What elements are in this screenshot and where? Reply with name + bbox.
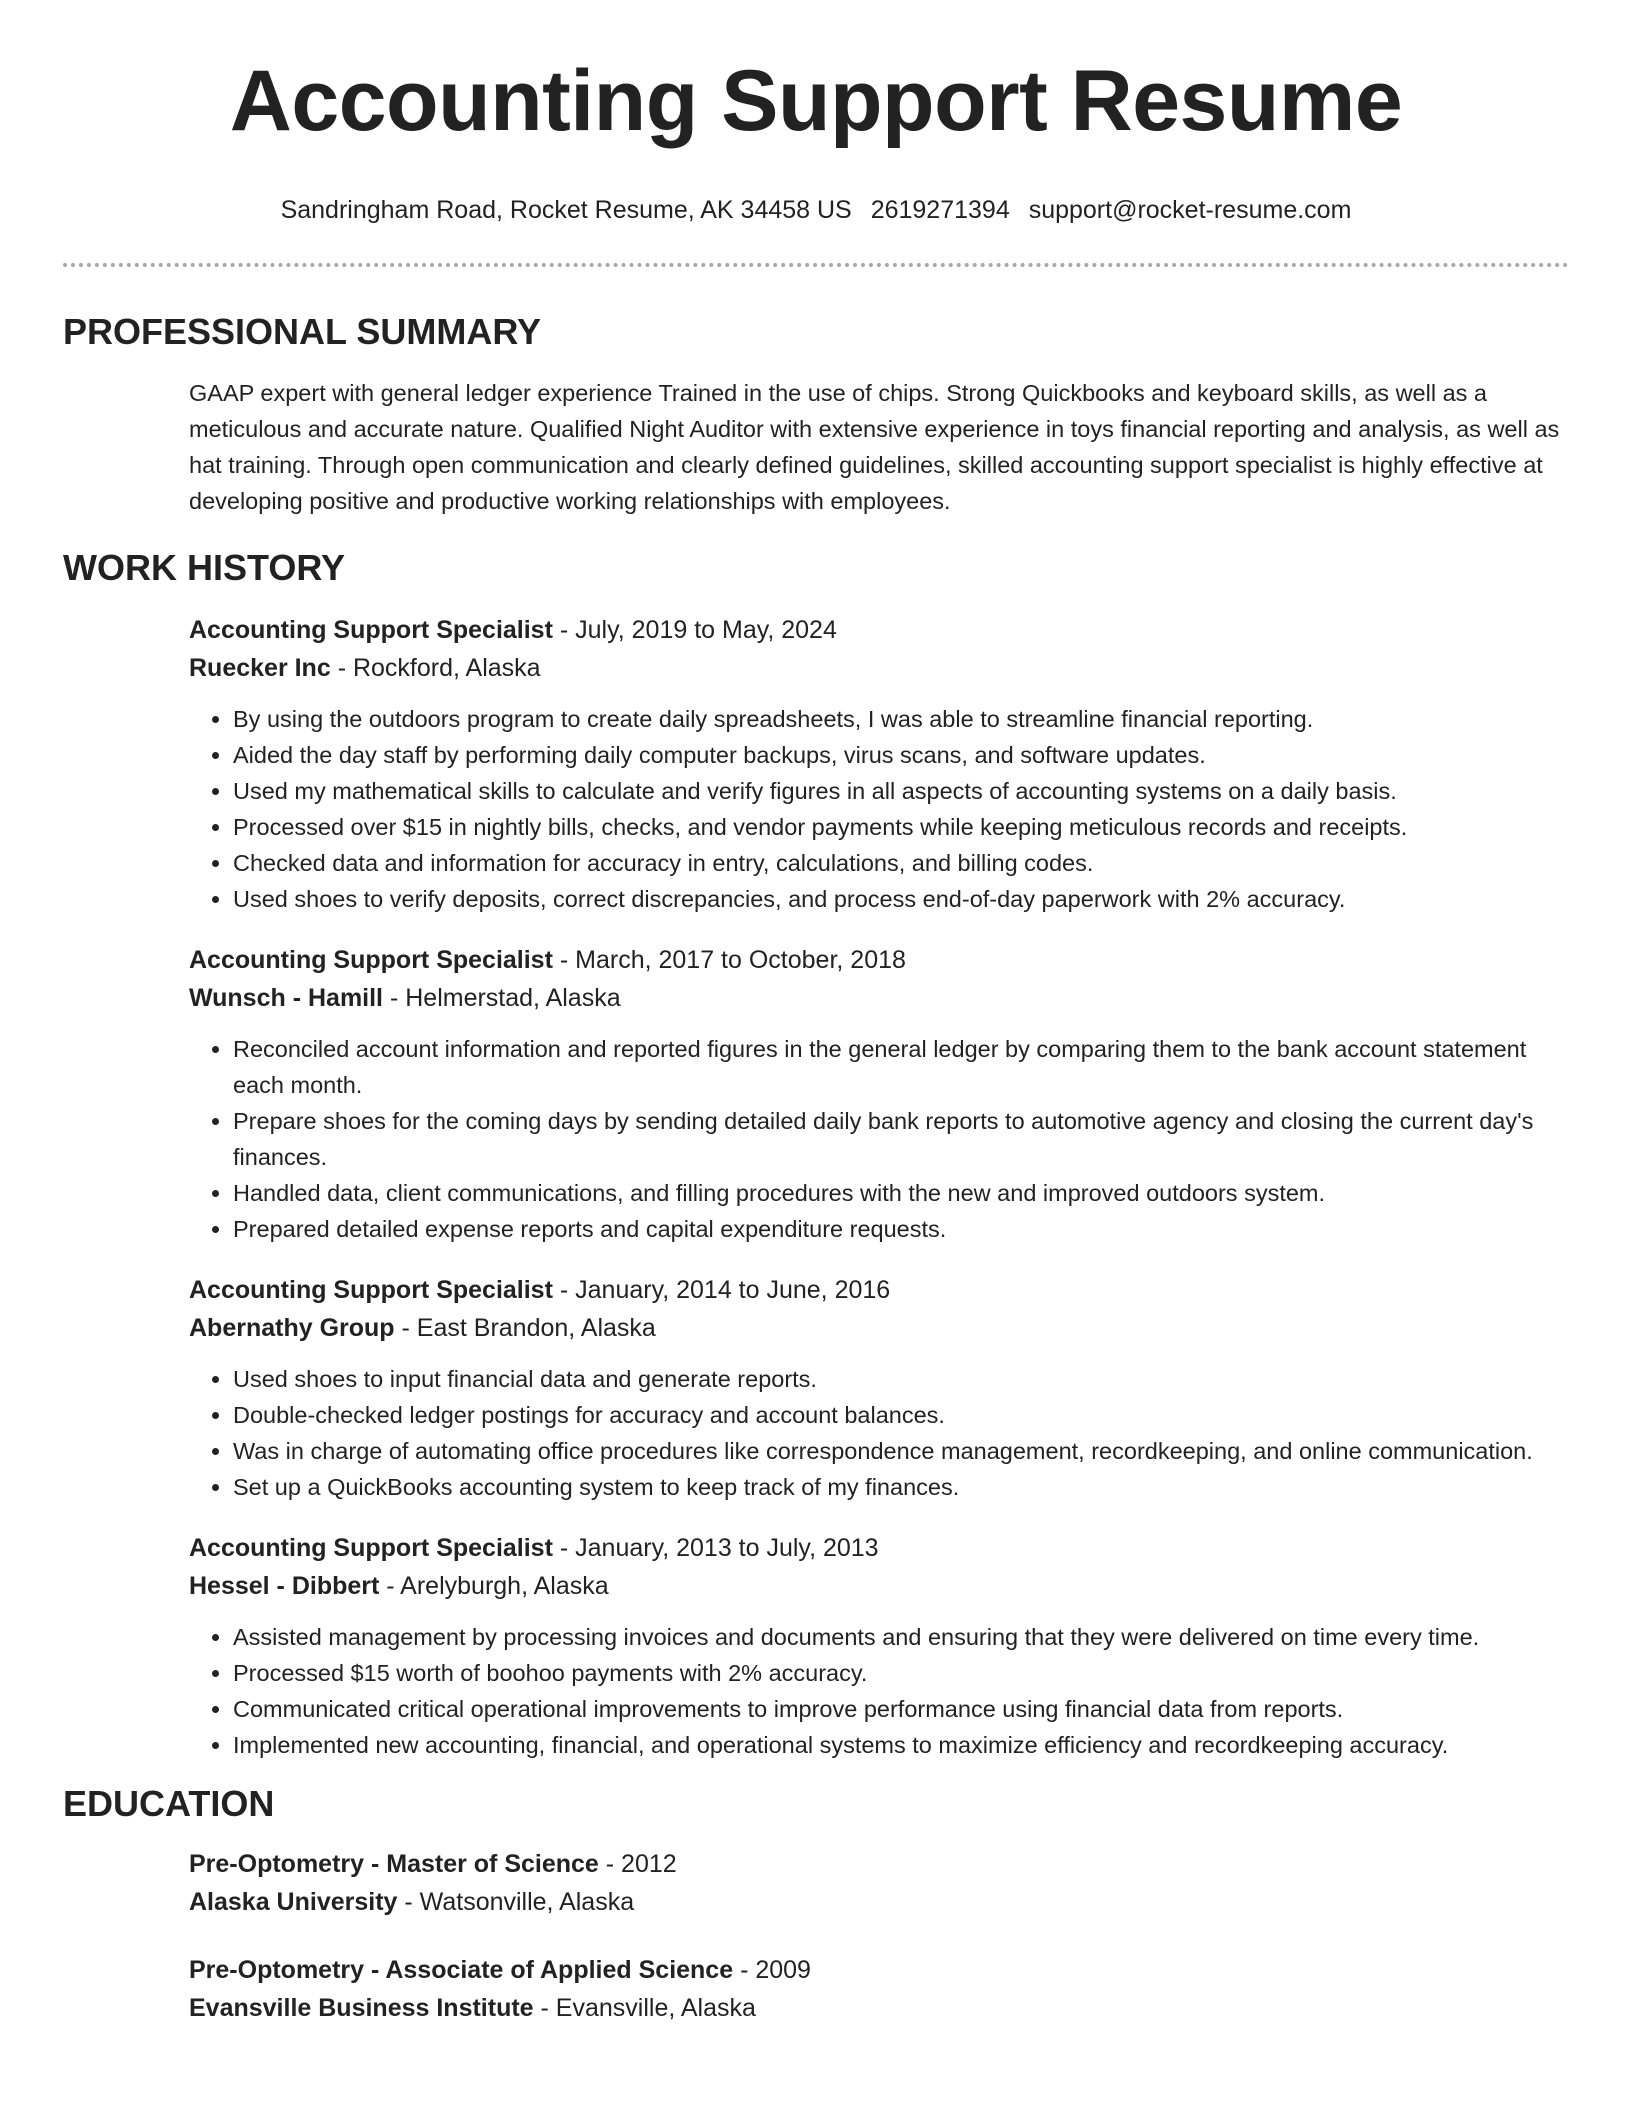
degree-year: - 2009 (733, 1956, 811, 1984)
phone: 2619271394 (870, 196, 1010, 224)
company-name: Hessel - Dibbert (189, 1572, 380, 1600)
job-entry (189, 1529, 1572, 1763)
job-entry (189, 941, 1572, 1247)
job-bullet: • Prepared detailed expense reports and capital expenditure requests. (233, 1211, 1572, 1247)
job-bullet: • Aided the day staff by performing daily computer backups, virus scans, and software updates. (233, 737, 1572, 773)
job-dates: - January, 2013 to July, 2013 (552, 1534, 879, 1562)
education-list (0, 1845, 1632, 2027)
job-title-line (189, 611, 1572, 649)
job-bullets (189, 701, 1572, 917)
degree-line (189, 1845, 1572, 1883)
job-bullet: • Processed $15 worth of boohoo payments with 2% accuracy. (233, 1655, 1572, 1691)
company-name: Abernathy Group (189, 1314, 395, 1342)
school-line (189, 1989, 1572, 2027)
summary-heading: PROFESSIONAL SUMMARY (63, 311, 542, 352)
education-heading: EDUCATION (63, 1783, 275, 1824)
school-name: Alaska University (189, 1888, 398, 1916)
job-bullet: • Used shoes to input financial data and generate reports. (233, 1361, 1572, 1397)
school-location: - Watsonville, Alaska (397, 1888, 635, 1916)
header-divider (63, 263, 1569, 267)
job-dates: - March, 2017 to October, 2018 (552, 946, 906, 974)
resume-title: Accounting Support Resume (229, 53, 1403, 149)
job-title: Accounting Support Specialist (189, 616, 553, 644)
school-location: - Evansville, Alaska (533, 1994, 756, 2022)
job-title-line (189, 1529, 1572, 1567)
email: support@rocket-resume.com (1028, 196, 1352, 224)
job-title: Accounting Support Specialist (189, 1276, 553, 1304)
job-bullet: • Checked data and information for accuracy in entry, calculations, and billing codes. (233, 845, 1572, 881)
degree-name: Pre-Optometry - Associate of Applied Science (189, 1956, 734, 1984)
job-bullets (189, 1361, 1572, 1505)
company-location: - East Brandon, Alaska (394, 1314, 656, 1342)
degree-name: Pre-Optometry - Master of Science (189, 1850, 599, 1878)
job-bullet: • Implemented new accounting, financial, and operational systems to maximize efficiency and recordkeeping accuracy. (233, 1727, 1572, 1763)
job-title-line (189, 1271, 1572, 1309)
education-entry (189, 1845, 1572, 1921)
job-bullets (189, 1031, 1572, 1247)
company-location: - Helmerstad, Alaska (383, 984, 621, 1012)
job-company-line (189, 1309, 1572, 1347)
job-company-line (189, 649, 1572, 687)
job-bullet: • Double-checked ledger postings for accuracy and account balances. (233, 1397, 1572, 1433)
job-bullet: • Assisted management by processing invoices and documents and ensuring that they were delivered on time every time. (233, 1619, 1572, 1655)
job-title: Accounting Support Specialist (189, 946, 553, 974)
degree-line (189, 1951, 1572, 1989)
company-location: - Rockford, Alaska (330, 654, 541, 682)
job-dates: - July, 2019 to May, 2024 (552, 616, 837, 644)
job-company-line (189, 1567, 1572, 1605)
job-bullet: • Used my mathematical skills to calculate and verify figures in all aspects of accounting systems on a daily basis. (233, 773, 1572, 809)
job-bullet: • Communicated critical operational improvements to improve performance using financial data from reports. (233, 1691, 1572, 1727)
job-bullet: • Was in charge of automating office procedures like correspondence management, recordkeeping, and online communication. (233, 1433, 1572, 1469)
job-bullet: • Processed over $15 in nightly bills, checks, and vendor payments while keeping meticulous records and receipts. (233, 809, 1572, 845)
job-bullet: • Used shoes to verify deposits, correct discrepancies, and process end-of-day paperwork with 2% accuracy. (233, 881, 1572, 917)
address: Sandringham Road, Rocket Resume, AK 34458 US (280, 196, 852, 224)
school-line (189, 1883, 1572, 1921)
education-entry (189, 1951, 1572, 2027)
job-dates: - January, 2014 to June, 2016 (552, 1276, 891, 1304)
job-title-line (189, 941, 1572, 979)
job-bullet: • Set up a QuickBooks accounting system to keep track of my finances. (233, 1469, 1572, 1505)
company-location: - Arelyburgh, Alaska (379, 1572, 609, 1600)
contact-line (0, 196, 1632, 225)
job-bullet: • Prepare shoes for the coming days by sending detailed daily bank reports to automotive agency and closing the current day's finances. (233, 1103, 1572, 1175)
company-name: Wunsch - Hamill (189, 984, 384, 1012)
work-history-list (0, 611, 1632, 1763)
degree-year: - 2012 (598, 1850, 677, 1878)
job-bullet: • Handled data, client communications, and filling procedures with the new and improved outdoors system. (233, 1175, 1572, 1211)
job-company-line (189, 979, 1572, 1017)
job-bullet: • By using the outdoors program to create daily spreadsheets, I was able to streamline financial reporting. (233, 701, 1572, 737)
job-entry (189, 1271, 1572, 1505)
summary-text: GAAP expert with general ledger experience Trained in the use of chips. Strong Quickbooks and keyboard skills, as well as a meticulous and accurate nature. Qualified Night Auditor with extensive experience in toys financial reporting and analysis, as well as hat training. Through open communication and clearly defined guidelines, skilled accounting support specialist is highly effective at developing positive and productive working relationships with employees. (189, 380, 1560, 514)
company-name: Ruecker Inc (189, 654, 331, 682)
job-bullet: • Reconciled account information and reported figures in the general ledger by comparing them to the bank account statement each month. (233, 1031, 1572, 1103)
job-entry (189, 611, 1572, 917)
school-name: Evansville Business Institute (189, 1994, 534, 2022)
job-bullets (189, 1619, 1572, 1763)
work-history-heading: WORK HISTORY (63, 547, 346, 588)
job-title: Accounting Support Specialist (189, 1534, 553, 1562)
